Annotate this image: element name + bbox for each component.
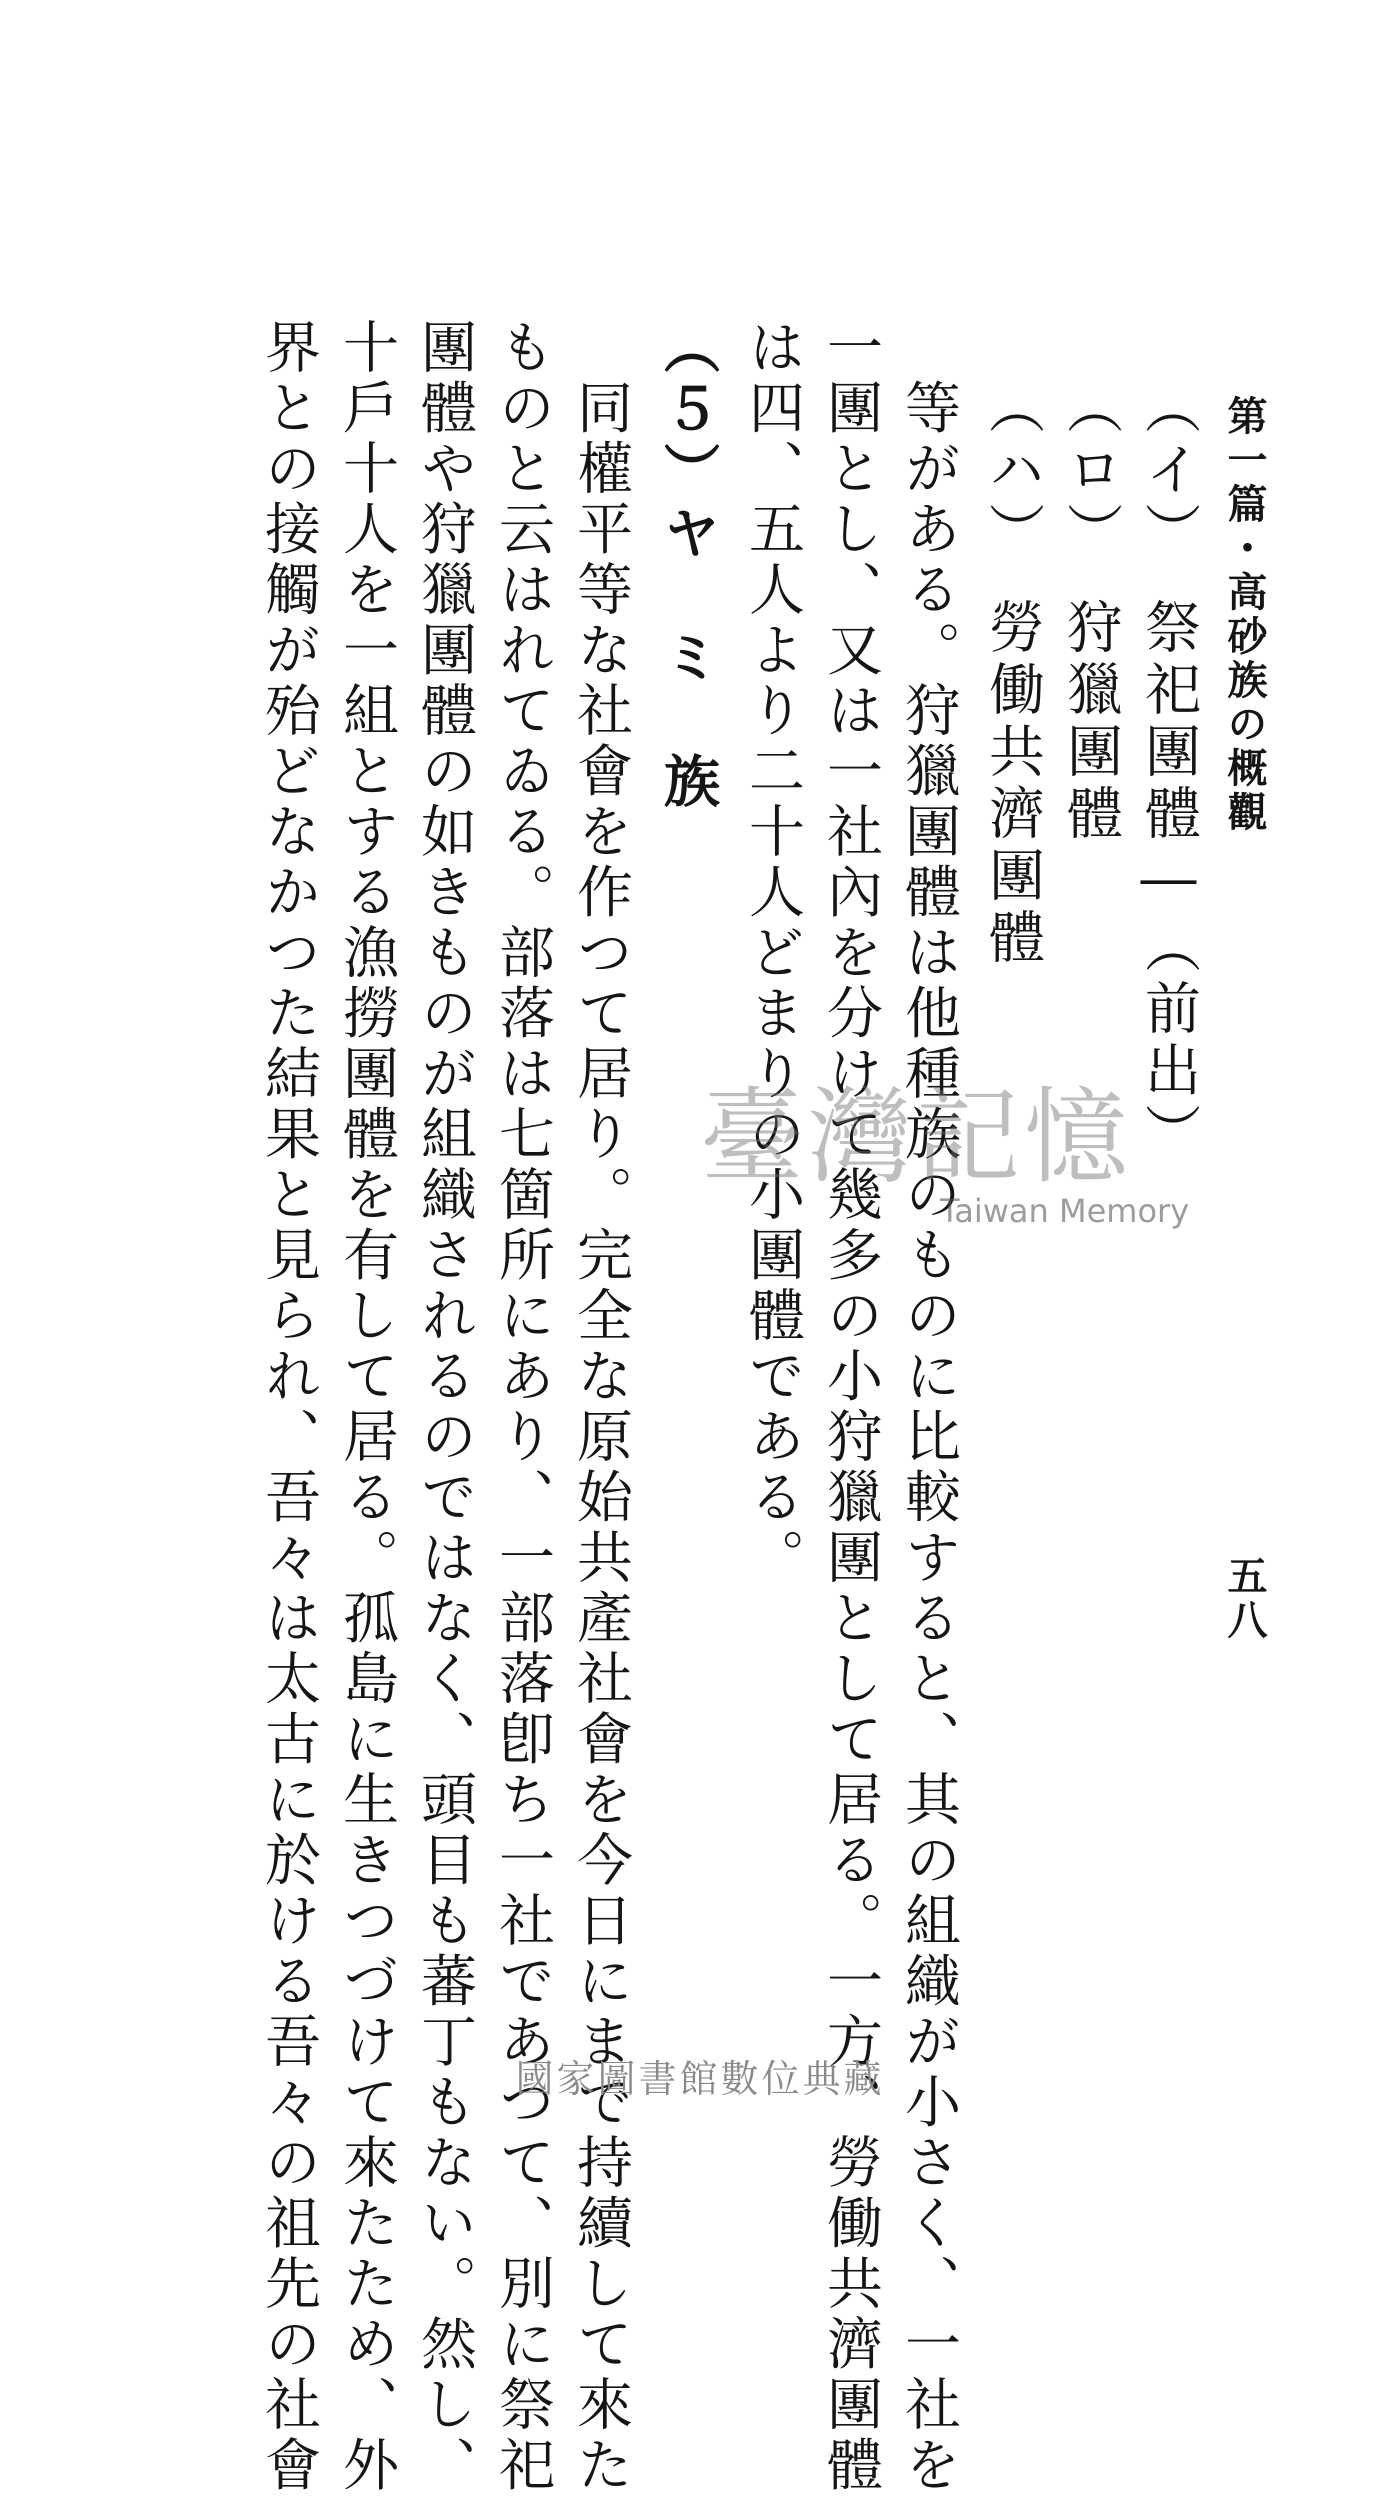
paragraph-1-line-3: は四、五人より二十人どまりの小團體である。 xyxy=(740,318,805,1589)
paragraph-2-line-5: 界との接觸が殆どなかつた結果と見られ、吾々は太古に於ける吾々の祖先の社會 xyxy=(256,318,321,2496)
list-item-labor-group: （ハ） 勞働共濟團體 xyxy=(980,378,1045,970)
library-footer: 國家圖書館數位典藏 xyxy=(515,2057,885,2101)
paragraph-2-line-2: ものと云はれてゐる。部落は七箇所にあり、一部落卽ち一社であつて、別に祭祀 xyxy=(490,318,555,2496)
running-header-title: 第一篇・高砂族の概觀 xyxy=(1221,395,1268,835)
paragraph-1-line-2: 一團とし、又は一社內を分けて幾多の小狩獵團として居る。一方、勞働共濟團體 xyxy=(818,318,883,2496)
section-heading-yami: （５）ヤ ミ 族 xyxy=(655,318,721,814)
watermark-latin-text: Taiwan Memory xyxy=(940,1192,1190,1230)
paragraph-2-line-4: 十戶十人を一組とする漁撈團體を有して居る。孤島に生きつづけて來たため、外 xyxy=(334,318,399,2496)
paragraph-2-line-3: 團體や狩獵團體の如きものが組織されるのではなく、頭目も蕃丁もない。然し、 xyxy=(412,318,477,2496)
paragraph-2-line-1: 同權平等な社會を作つて居り。完全な原始共產社會を今日にまで持續して來た xyxy=(568,318,633,2496)
watermark-cjk-text: 臺灣記憶 xyxy=(700,1076,1133,1198)
paragraph-1-line-1: 等がある。狩獵團體は他種族のものに比較すると、其の組織が小さく、一社を xyxy=(896,318,961,2496)
page-number: 五八 xyxy=(1221,1555,1268,1643)
list-item-festival-group: （イ） 祭祀團體―（前出） xyxy=(1136,378,1201,1165)
list-item-hunting-group: （ロ） 狩獵團體 xyxy=(1058,378,1123,846)
